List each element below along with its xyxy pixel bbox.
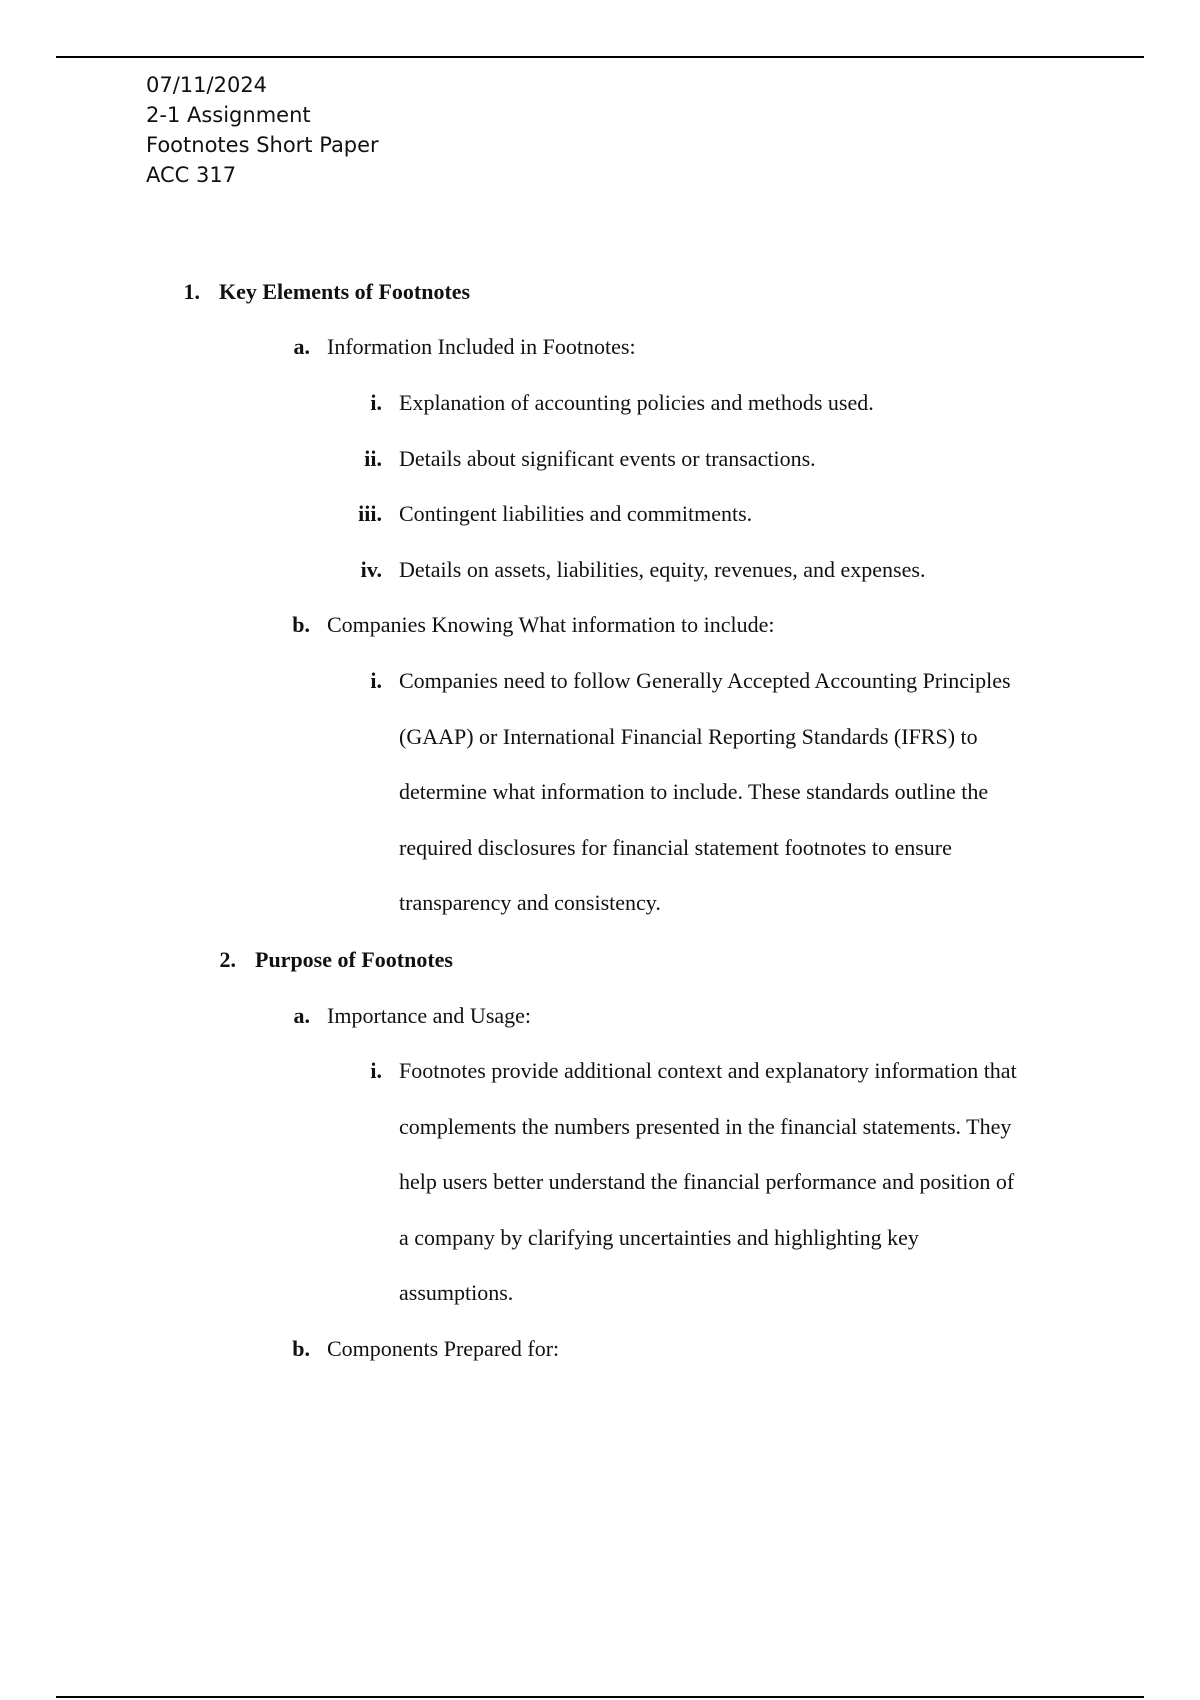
- item-2a-i-line-1: Footnotes provide additional context and explanatory information that: [399, 1058, 1017, 1083]
- item-1a-iii-text: Contingent liabilities and commitments.: [399, 501, 753, 526]
- header-date: 07/11/2024: [146, 73, 268, 97]
- item-1b-i-line-4: required disclosures for financial statement footnotes to ensure: [399, 835, 952, 860]
- item-1a-i-text: Explanation of accounting policies and methods used.: [399, 390, 874, 415]
- subsection-2b-label: Components Prepared for:: [327, 1336, 560, 1361]
- item-2a-i-line-2: complements the numbers presented in the financial statements. They: [399, 1114, 1012, 1139]
- item-1b-i-line-3: determine what information to include. These standards outline the: [399, 779, 989, 804]
- subsection-2a-letter: a.: [293, 1003, 310, 1028]
- item-2a-i-numeral: i.: [370, 1058, 382, 1083]
- item-1a-ii-text: Details about significant events or transactions.: [399, 446, 816, 471]
- section-2-number: 2.: [219, 947, 236, 972]
- item-1b-i-numeral: i.: [370, 668, 382, 693]
- section-2-heading: Purpose of Footnotes: [255, 947, 453, 972]
- item-1b-i-line-1: Companies need to follow Generally Accepted Accounting Principles: [399, 668, 1011, 693]
- subsection-1b-label: Companies Knowing What information to include:: [327, 612, 775, 637]
- item-1a-iii-numeral: iii.: [358, 501, 382, 526]
- document-header: [146, 70, 379, 190]
- item-1a-iv-text: Details on assets, liabilities, equity, revenues, and expenses.: [399, 557, 926, 582]
- section-1-number: 1.: [183, 279, 200, 304]
- item-1a-i-numeral: i.: [370, 390, 382, 415]
- page-bottom-rule: [56, 1696, 1144, 1698]
- header-course: ACC 317: [146, 163, 237, 187]
- item-1a-iv-numeral: iv.: [360, 557, 382, 582]
- subsection-2a-label: Importance and Usage:: [327, 1003, 532, 1028]
- header-title: Footnotes Short Paper: [146, 133, 379, 157]
- item-2a-i-line-4: a company by clarifying uncertainties and highlighting key: [399, 1225, 919, 1250]
- item-2a-i-line-5: assumptions.: [399, 1280, 514, 1305]
- subsection-2b-letter: b.: [292, 1336, 310, 1361]
- item-2a-i-line-3: help users better understand the financial performance and position of: [399, 1169, 1015, 1194]
- page-top-rule: [56, 56, 1144, 58]
- subsection-1b-letter: b.: [292, 612, 310, 637]
- item-1b-i-line-2: (GAAP) or International Financial Reporting Standards (IFRS) to: [399, 724, 978, 749]
- subsection-1a-label: Information Included in Footnotes:: [327, 334, 636, 359]
- section-1-heading: Key Elements of Footnotes: [219, 279, 471, 304]
- header-assignment: 2-1 Assignment: [146, 103, 311, 127]
- item-1b-i-line-5: transparency and consistency.: [399, 890, 661, 915]
- item-1a-ii-numeral: ii.: [364, 446, 382, 471]
- subsection-1a-letter: a.: [293, 334, 310, 359]
